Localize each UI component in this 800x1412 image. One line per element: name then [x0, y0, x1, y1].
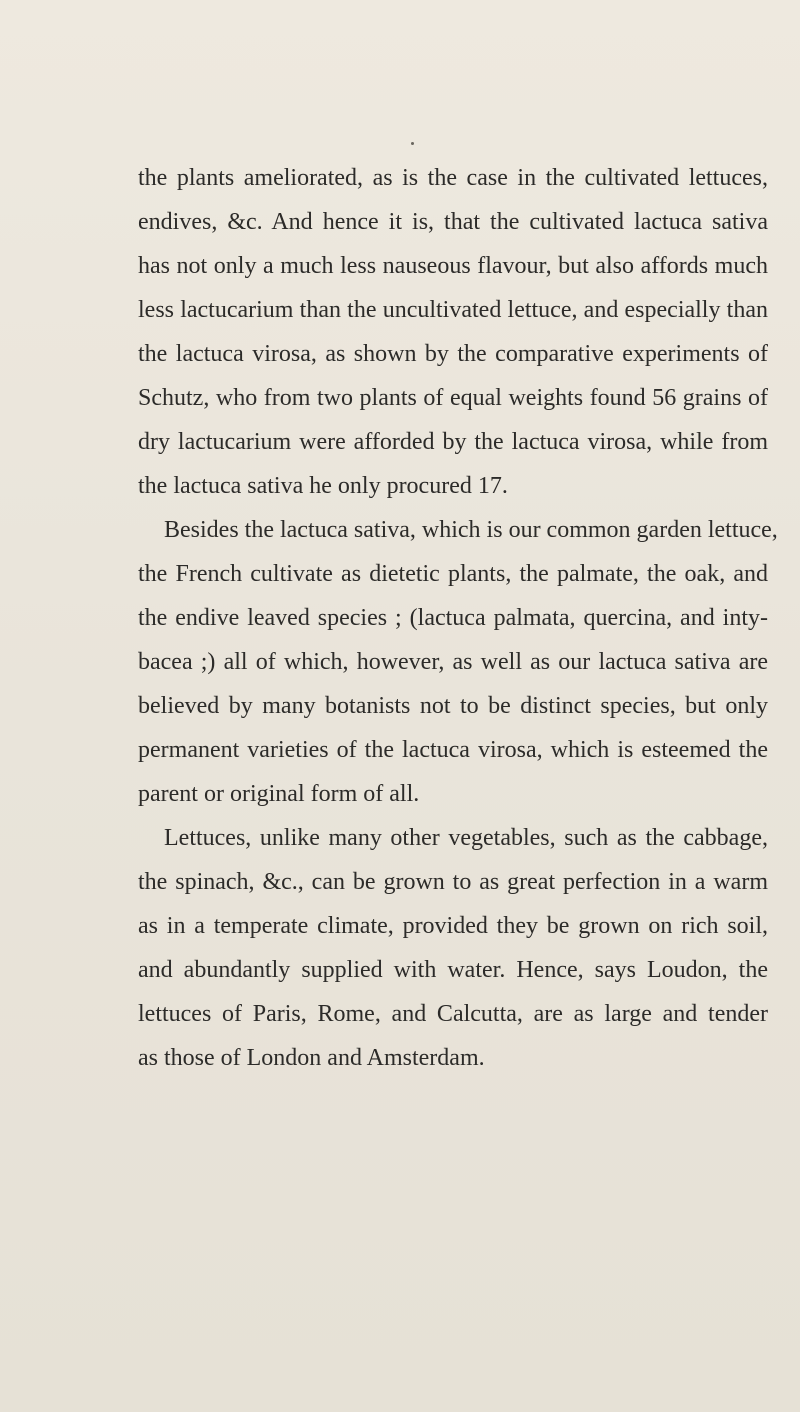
- text-line: less lactucarium than the uncultivated lettuce, and especially than: [138, 297, 768, 323]
- text-line: the lactuca sativa he only procured 17.: [138, 473, 508, 499]
- paragraph-first-line: Lettuces, unlike many other vegetables, such as the cabbage,: [164, 825, 768, 851]
- text-line: as in a temperate climate, provided they be grown on rich soil,: [138, 913, 768, 939]
- text-line: has not only a much less nauseous flavour, but also affords much: [138, 253, 768, 279]
- text-line: the endive leaved species ; (lactuca palmata, quercina, and inty-: [138, 605, 768, 631]
- text-line: the spinach, &c., can be grown to as great perfection in a warm: [138, 869, 768, 895]
- paragraph-first-line: Besides the lactuca sativa, which is our common garden lettuce,: [164, 517, 778, 543]
- text-line: parent or original form of all.: [138, 781, 420, 807]
- text-line: and abundantly supplied with water. Hence, says Loudon, the: [138, 957, 768, 983]
- text-line: the French cultivate as dietetic plants, the palmate, the oak, and: [138, 561, 768, 587]
- text-line: Schutz, who from two plants of equal weights found 56 grains of: [138, 385, 768, 411]
- text-line: permanent varieties of the lactuca virosa, which is esteemed the: [138, 737, 768, 763]
- text-line: bacea ;) all of which, however, as well as our lactuca sativa are: [138, 649, 768, 675]
- text-line: as those of London and Amsterdam.: [138, 1045, 485, 1071]
- text-line: dry lactucarium were afforded by the lactuca virosa, while from: [138, 429, 768, 455]
- text-line: endives, &c. And hence it is, that the cultivated lactuca sativa: [138, 209, 768, 235]
- ink-speck: [411, 142, 414, 145]
- text-line: the plants ameliorated, as is the case in the cultivated lettuces,: [138, 165, 768, 191]
- text-line: the lactuca virosa, as shown by the comparative experiments of: [138, 341, 768, 367]
- text-line: believed by many botanists not to be distinct species, but only: [138, 693, 768, 719]
- text-line: lettuces of Paris, Rome, and Calcutta, are as large and tender: [138, 1001, 768, 1027]
